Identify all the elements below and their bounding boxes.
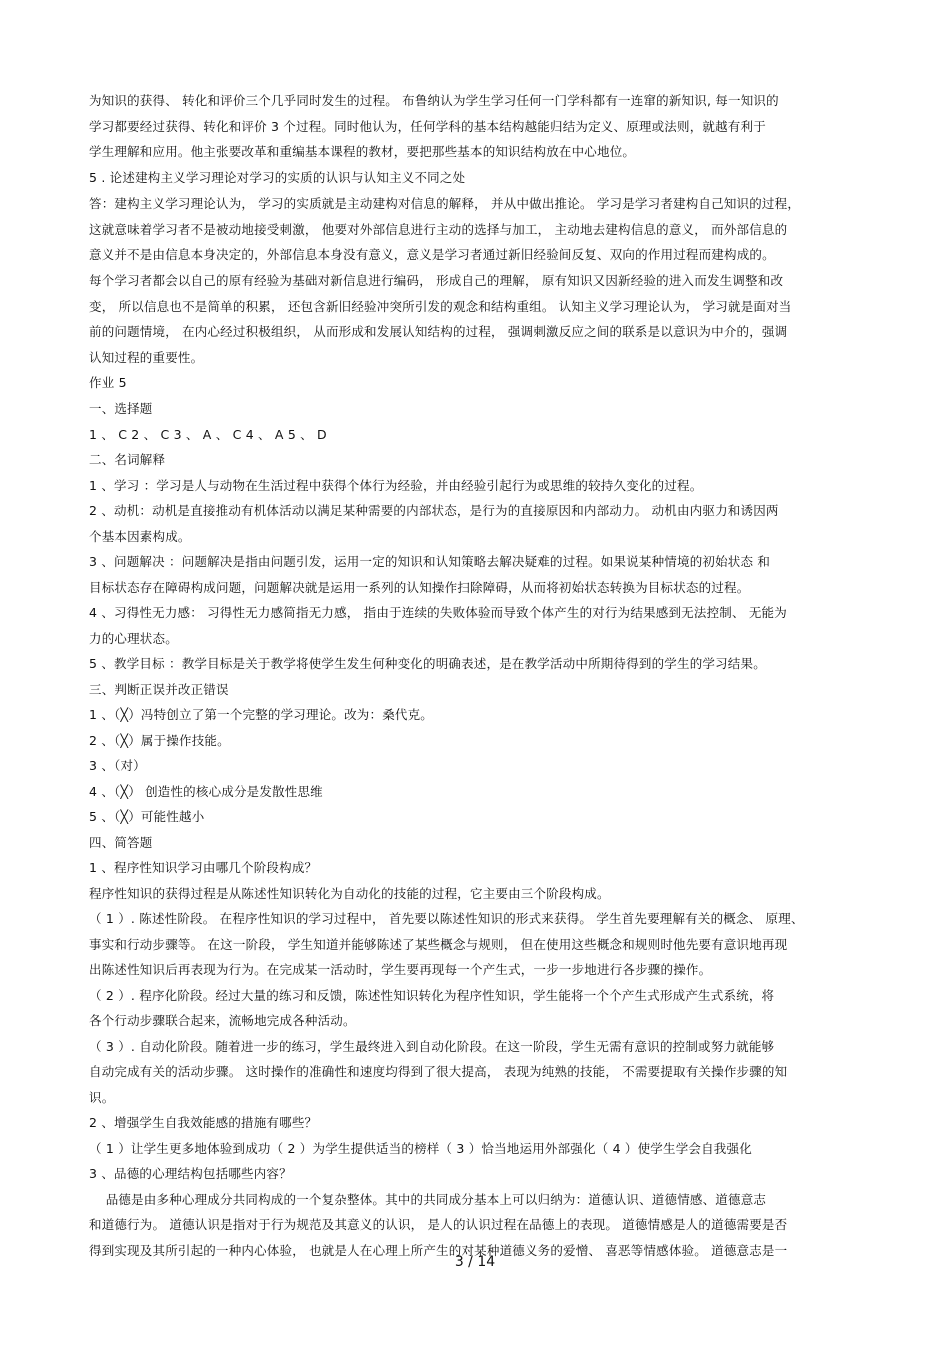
text-line: 2 、增强学生自我效能感的措施有哪些？	[89, 1115, 318, 1130]
text-line: 4 、习得性无力感： 习得性无力感简指无力感， 指由于连续的失败体验而导致个体产生的对行为结果感到无法控制、 无能为	[89, 605, 787, 620]
text-line: （ 3 ）. 自动化阶段。随着进一步的练习，学生最终进入到自动化阶段。在这一阶段，学生无需有意识的控制或努力就能够	[89, 1039, 775, 1054]
text-line: 品德是由多种心理成分共同构成的一个复杂整体。其中的共同成分基本上可以归纳为：道德认识、道德情感、道德意志	[89, 1192, 767, 1207]
text-line: 认知过程的重要性。	[89, 350, 204, 365]
text-line: 4 、（╳） 创造性的核心成分是发散性思维	[89, 784, 323, 799]
text-line: 2 、动机：动机是直接推动有机体活动以满足某种需要的内部状态，是行为的直接原因和内部动力。 动机由内驱力和诱因两	[89, 503, 779, 518]
text-line: 和道德行为。 道德认识是指对于行为规范及其意义的认识， 是人的认识过程在品德上的表现。 道德情感是人的道德需要是否	[89, 1217, 788, 1232]
text-line: 2 、（╳）属于操作技能。	[89, 733, 230, 748]
text-line: 三、判断正误并改正错误	[89, 682, 229, 697]
text-line: 为知识的获得、 转化和评价三个几乎同时发生的过程。 布鲁纳认为学生学习任何一门学科都有一连窜的新知识, 每一知识的	[89, 93, 779, 108]
text-line: 学生理解和应用。他主张要改革和重编基本课程的教材，要把那些基本的知识结构放在中心地位。	[89, 144, 636, 159]
text-line: 1 、程序性知识学习由哪几个阶段构成？	[89, 860, 318, 875]
text-line: 识。	[89, 1090, 115, 1105]
text-line: 前的问题情境， 在内心经过积极组织， 从而形成和发展认知结构的过程， 强调刺激反应之间的联系是以意识为中介的，强调	[89, 324, 788, 339]
text-line: 3 、（对）	[89, 758, 146, 773]
text-line: 二、名词解释	[89, 452, 166, 467]
text-line: 一、选择题	[89, 401, 153, 416]
text-line: （ 2 ）. 程序化阶段。经过大量的练习和反馈，陈述性知识转化为程序性知识，学生能将一个个产生式形成产生式系统，将	[89, 988, 775, 1003]
text-line: 意义并不是由信息本身决定的，外部信息本身没有意义，意义是学习者通过新旧经验间反复、双向的作用过程而建构成的。	[89, 247, 775, 262]
text-line: 3 、问题解决 ：问题解决是指由问题引发，运用一定的知识和认知策略去解决疑难的过程。如果说某种情境的初始状态 和	[89, 554, 771, 569]
text-line: 3 、品德的心理结构包括哪些内容？	[89, 1166, 292, 1181]
page-number: 3 / 14	[454, 1254, 496, 1270]
text-line: 目标状态存在障碍构成问题，问题解决就是运用一系列的认知操作扫除障碍，从而将初始状态转换为目标状态的过程。	[89, 580, 750, 595]
text-line: 1 、（╳）冯特创立了第一个完整的学习理论。改为：桑代克。	[89, 707, 434, 722]
text-line: 四、简答题	[89, 835, 153, 850]
text-line: 程序性知识的获得过程是从陈述性知识转化为自动化的技能的过程，它主要由三个阶段构成。	[89, 886, 610, 901]
text-line: 答：建构主义学习理论认为， 学习的实质就是主动建构对信息的解释， 并从中做出推论。 学习是学习者建构自己知识的过程，	[89, 196, 801, 211]
text-line: 每个学习者都会以自己的原有经验为基础对新信息进行编码， 形成自己的理解， 原有知识又因新经验的进入而发生调整和改	[89, 273, 784, 288]
text-line: 力的心理状态。	[89, 631, 178, 646]
text-line: 5 . 论述建构主义学习理论对学习的实质的认识与认知主义不同之处	[89, 170, 466, 185]
text-line: 得到实现及其所引起的一种内心体验， 也就是人在心理上所产生的对某种道德义务的爱憎、 喜恶等情感体验。 道德意志是一	[89, 1243, 788, 1258]
text-line: 1 、学习 ：学习是人与动物在生活过程中获得个体行为经验，并由经验引起行为或思维的较持久变化的过程。	[89, 478, 703, 493]
text-line: 作业 5	[89, 375, 127, 390]
text-line: 这就意味着学习者不是被动地接受刺激， 他要对外部信息进行主动的选择与加工， 主动地去建构信息的意义， 而外部信息的	[89, 222, 788, 237]
text-line: 各个行动步骤联合起来，流畅地完成各种活动。	[89, 1013, 356, 1028]
text-line: 学习都要经过获得、转化和评价 3 个过程。同时他认为，任何学科的基本结构越能归结为定义、原理或法则，就越有利于	[89, 119, 766, 134]
text-line: （ 1 ）. 陈述性阶段。 在程序性知识的学习过程中， 首先要以陈述性知识的形式来获得。 学生首先要理解有关的概念、 原理、	[89, 911, 804, 926]
text-line: 变， 所以信息也不是简单的积累， 还包含新旧经验冲突所引发的观念和结构重组。 认知主义学习理论认为， 学习就是面对当	[89, 299, 792, 314]
text-line: 事实和行动步骤等。 在这一阶段， 学生知道并能够陈述了某些概念与规则， 但在使用这些概念和规则时他先要有意识地再现	[89, 937, 788, 952]
text-line: 1 、 C 2 、 C 3 、 A 、 C 4 、 A 5 、 D	[89, 427, 327, 442]
text-line: 5 、教学目标 ：教学目标是关于教学将使学生发生何种变化的明确表述，是在教学活动中所期待得到的学生的学习结果。	[89, 656, 766, 671]
text-line: 自动完成有关的活动步骤。 这时操作的准确性和速度均得到了很大提高， 表现为纯熟的技能， 不需要提取有关操作步骤的知	[89, 1064, 788, 1079]
text-line: 出陈述性知识后再表现为行为。在完成某一活动时，学生要再现每一个产生式，一步一步地进行各步骤的操作。	[89, 962, 712, 977]
text-line: （ 1 ）让学生更多地体验到成功（ 2 ）为学生提供适当的榜样（ 3 ）恰当地运用外部强化（ 4 ）使学生学会自我强化	[89, 1141, 752, 1156]
text-line: 5 、（╳）可能性越小	[89, 809, 205, 824]
text-line: 个基本因素构成。	[89, 529, 191, 544]
